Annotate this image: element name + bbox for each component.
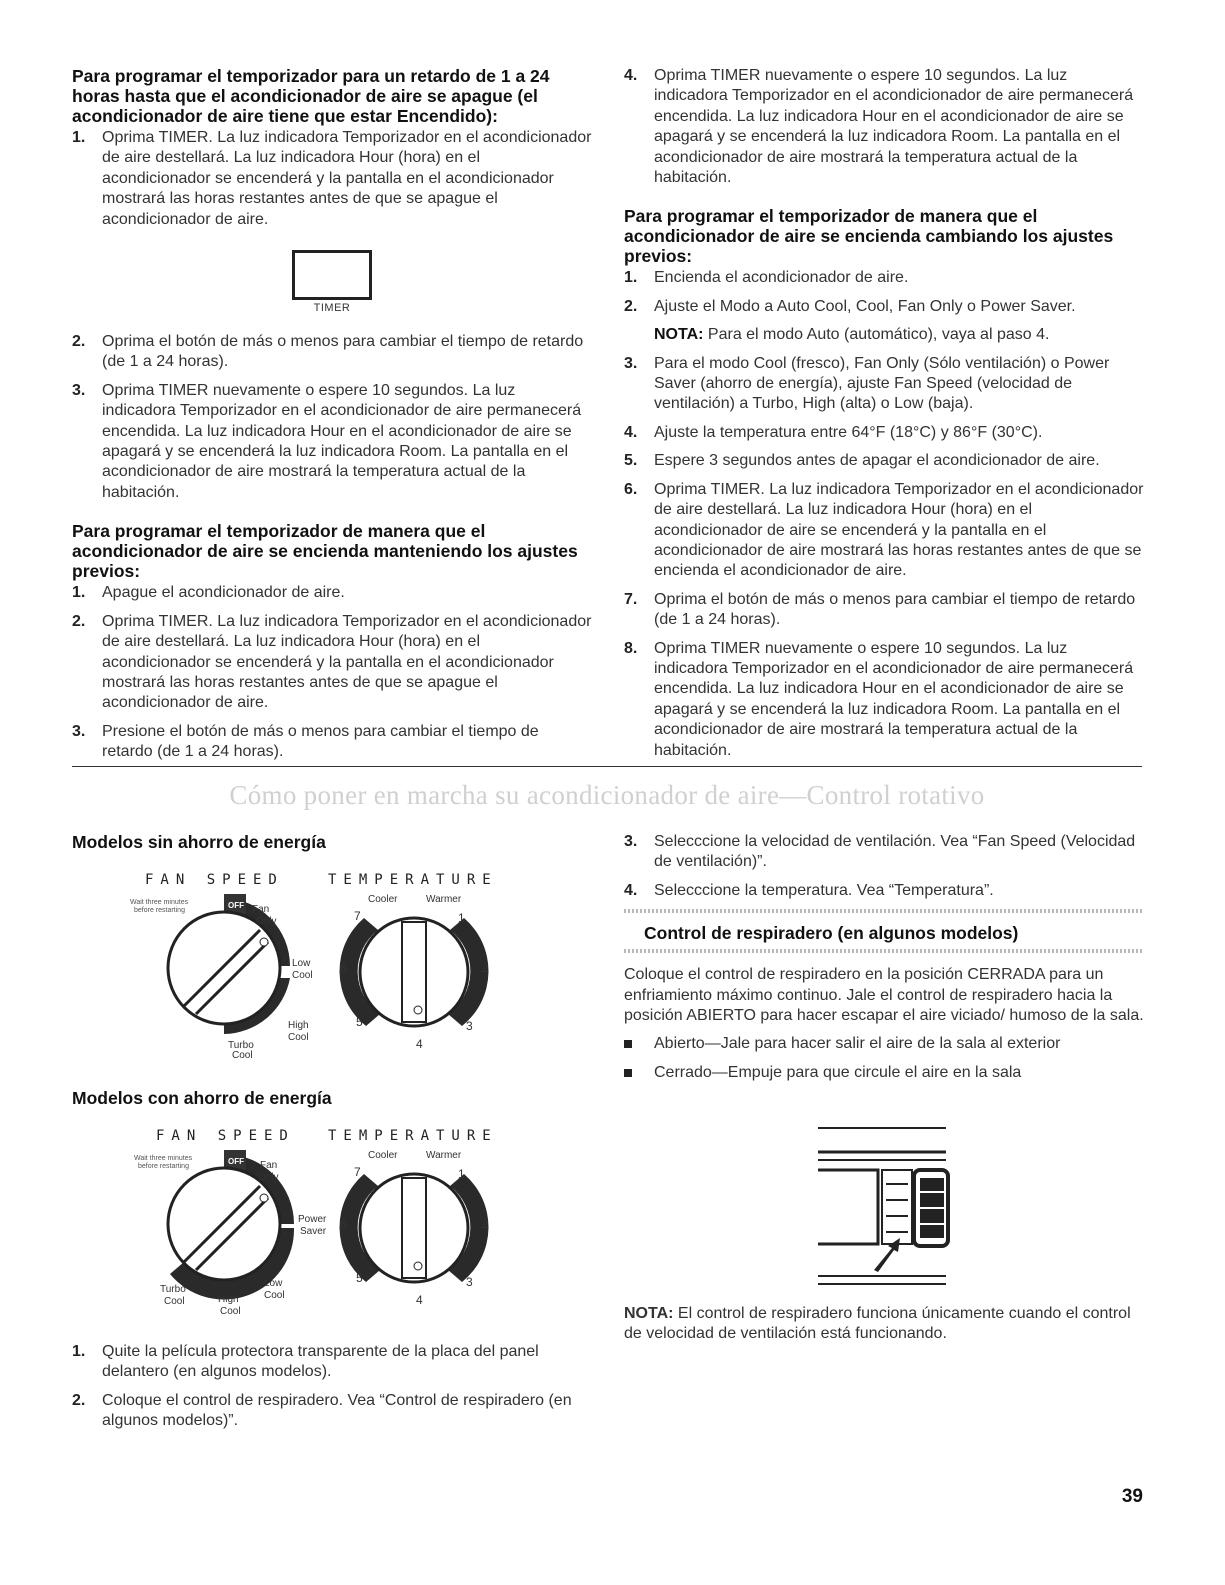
subheading-with-saver: Modelos con ahorro de energía: [72, 1088, 332, 1108]
step-item: [72, 583, 592, 603]
turbo-label: Turbo: [228, 1040, 254, 1051]
bottom-right-column: [624, 832, 1144, 1091]
step-item: [624, 881, 1144, 901]
step-number: 7.: [624, 590, 638, 608]
temp-tick: 5: [356, 1271, 363, 1285]
cool-label: Cool: [164, 1296, 185, 1307]
vent-note: [624, 1304, 1144, 1353]
temp-tick: 2: [482, 1217, 489, 1231]
step-number: 2.: [624, 297, 638, 315]
dial-figure-with-saver: [134, 1124, 540, 1317]
step-item: [624, 423, 1144, 443]
step-text: Oprima TIMER. La luz indicadora Temporizador en el acondicionador de aire destellará. La luz indicadora Hour (hora) en el acondicionador se encenderá y la pantalla en el acondicionador mostrará las horas restantes antes de que se apague el acondicionador de aire.: [102, 129, 592, 228]
dotted-rule: [624, 909, 1144, 913]
warmer-label: Warmer: [426, 1150, 462, 1161]
step-number: 2.: [72, 1391, 86, 1409]
fan-knob-dot: [260, 1194, 268, 1202]
note: [624, 325, 1144, 345]
right-column: [624, 66, 1144, 769]
temp-tick: 1: [458, 1167, 465, 1181]
step-text: Para el modo Cool (fresco), Fan Only (Sólo ventilación) o Power Saver (ahorro de energía), ajuste Fan Speed (velocidad de ventilación) a Turbo, High (alta) o Low (baja).: [654, 354, 1110, 413]
step-item: [72, 1342, 592, 1383]
power-label: Power: [298, 1214, 327, 1225]
fan-label: Fan: [252, 904, 270, 915]
temperature-knob-dot: [414, 1262, 422, 1270]
step-number: 2.: [72, 612, 86, 630]
temperature-knob-grip: [402, 922, 426, 1022]
timer-button-icon: [292, 250, 372, 300]
temp-tick: 6: [340, 1217, 347, 1231]
step-text: Quite la película protectora transparente de la placa del panel delantero (en algunos modelos).: [102, 1343, 539, 1381]
bullet-marker: [624, 1069, 632, 1077]
cooler-label: Cooler: [368, 1150, 398, 1161]
bullet-item: [624, 1034, 1144, 1054]
wait-label: before restarting: [134, 907, 185, 914]
step-text: Presione el botón de más o menos para cambiar el tiempo de retardo (de 1 a 24 horas).: [102, 722, 539, 761]
step-number: 4.: [624, 881, 638, 899]
step-item: [624, 832, 1144, 873]
note-text: Para el modo Auto (automático), vaya al paso 4.: [703, 326, 1050, 344]
step-text: Oprima TIMER. La luz indicadora Temporizador en el acondicionador de aire destellará. La luz indicadora Hour (hora) en el acondicionador se encenderá y la pantalla en el acondicionador mostrará las horas restantes antes de que se apague el acondicionador de aire.: [102, 612, 592, 712]
step-number: 5.: [624, 452, 638, 470]
step-item: [72, 381, 592, 503]
step-number: 1.: [624, 269, 638, 287]
cool-label: Cool: [288, 1032, 309, 1043]
step-number: 3.: [624, 354, 638, 372]
step-number: 3.: [624, 833, 638, 850]
off-label: OFF: [228, 901, 244, 910]
cool-label: Cool: [292, 970, 313, 981]
step-text: Coloque el control de respiradero. Vea “Control de respiradero (en algunos modelos)”.: [102, 1391, 572, 1430]
cooler-label: Cooler: [368, 894, 398, 905]
only-label: Only: [258, 1172, 279, 1183]
step-item: [624, 268, 1144, 288]
temp-tick: 3: [466, 1275, 473, 1289]
temp-tick: 4: [416, 1293, 423, 1307]
step-text: Selecccione la temperatura. Vea “Temperatura”.: [654, 881, 994, 899]
temperature-title: TEMPERATURE: [328, 1128, 498, 1144]
step-number: 1.: [72, 1343, 86, 1360]
step-text: Encienda el acondicionador de aire.: [654, 269, 909, 287]
step-item: [72, 128, 592, 230]
heading-timer-on-keep: Para programar el temporizador de manera que el acondicionador de aire se encienda manteniendo los ajustes previos:: [72, 521, 578, 582]
fan-knob-dot: [260, 938, 268, 946]
section-divider: [72, 766, 1142, 767]
dial-figure-no-saver: [130, 868, 540, 1061]
step-text: Oprima TIMER nuevamente o espere 10 segundos. La luz indicadora Temporizador en el acondicionador de aire permanecerá encendida. La luz indicadora Hour en el acondicionador de aire se apagará y se encenderá la luz indicadora Room. La pantalla en el acondicionador de aire mostrará la temperatura actual de la habitación.: [654, 67, 1134, 187]
vent-heading: Control de respiradero (en algunos modelos): [644, 923, 1019, 944]
step-text: Espere 3 segundos antes de apagar el acondicionador de aire.: [654, 452, 1100, 470]
step-number: 1.: [72, 129, 86, 146]
step-text: Apague el acondicionador de aire.: [102, 584, 345, 602]
temp-tick: 7: [354, 909, 361, 923]
high-label: High: [288, 1020, 309, 1031]
timer-figure: [72, 250, 592, 314]
step-text: Ajuste la temperatura entre 64°F (18°C) y 86°F (30°C).: [654, 423, 1043, 441]
step-item: [72, 332, 592, 373]
note-label: NOTA:: [654, 326, 704, 344]
vent-control-illustration: [814, 1122, 954, 1297]
bottom-left-steps: [72, 1342, 592, 1440]
off-label: OFF: [228, 1157, 244, 1166]
section-title: Cómo poner en marcha su acondicionador de aire—Control rotativo: [229, 780, 985, 810]
wait-label: Wait three minutes: [134, 1155, 193, 1162]
step-item: [624, 480, 1144, 582]
cool-label: Cool: [220, 1306, 241, 1317]
step-number: 3.: [72, 381, 86, 399]
heading-timer-off: Para programar el temporizador para un retardo de 1 a 24 horas hasta que el acondicionador de aire se apague (el acondicionador de aire tiene que estar Encendido):: [72, 66, 550, 126]
note: [624, 1304, 1144, 1345]
step-item: [72, 722, 592, 763]
step-number: 4.: [624, 423, 638, 441]
step-text: Selecccione la velocidad de ventilación. Vea “Fan Speed (Velocidad de ventilación)”.: [654, 833, 1136, 871]
bullet-item: [624, 1063, 1144, 1083]
low-label: Low: [264, 1278, 283, 1289]
step-number: 6.: [624, 480, 638, 498]
left-column: [72, 66, 592, 771]
temp-tick: 1: [458, 911, 465, 925]
temp-tick: 2: [482, 961, 489, 975]
cool-label: Cool: [264, 1290, 285, 1301]
heading-timer-on-change: Para programar el temporizador de manera que el acondicionador de aire se encienda cambiando los ajustes previos:: [624, 206, 1114, 267]
step-text: Oprima TIMER nuevamente o espere 10 segundos. La luz indicadora Temporizador en el acondicionador de aire permanecerá encendida. La luz indicadora Hour en el acondicionador de aire se apagará y se encenderá la luz indicadora Room. La pantalla en el acondicionador de aire mostrará la temperatura actual de la habitación.: [102, 381, 582, 501]
temp-tick: 7: [354, 1165, 361, 1179]
wait-label: before restarting: [138, 1163, 189, 1170]
only-label: Only: [256, 916, 277, 927]
temp-tick: 4: [416, 1037, 423, 1051]
dotted-rule: [624, 949, 1144, 953]
step-text: Oprima el botón de más o menos para cambiar el tiempo de retardo (de 1 a 24 horas).: [102, 333, 584, 371]
vent-paragraph: Coloque el control de respiradero en la posición CERRADA para un enfriamiento máximo continuo. Jale el control de respiradero hacia la posición ABIERTO para hacer escapar el aire viciado/ humoso de la sala.: [624, 966, 1144, 1025]
step-text: Ajuste el Modo a Auto Cool, Cool, Fan Only o Power Saver.: [654, 297, 1076, 315]
page-number: 39: [1121, 1486, 1143, 1507]
step-item: [624, 590, 1144, 631]
step-item: [624, 451, 1144, 471]
note-label: NOTA:: [624, 1305, 674, 1322]
wait-label: Wait three minutes: [130, 899, 189, 906]
step-text: Oprima el botón de más o menos para cambiar el tiempo de retardo (de 1 a 24 horas).: [654, 590, 1136, 629]
temp-tick: 5: [356, 1015, 363, 1029]
bullet-text: Cerrado—Empuje para que circule el aire en la sala: [654, 1063, 1022, 1081]
step-number: 2.: [72, 333, 86, 351]
subheading-no-saver: Modelos sin ahorro de energía: [72, 832, 326, 852]
low-label: Low: [292, 958, 311, 969]
fan-speed-title: FAN SPEED: [156, 1128, 295, 1144]
temperature-knob-grip: [402, 1178, 426, 1278]
temperature-title: TEMPERATURE: [328, 872, 498, 888]
temp-tick: 3: [466, 1019, 473, 1033]
timer-label: TIMER: [313, 302, 351, 315]
step-item: [624, 639, 1144, 761]
fan-speed-title: FAN SPEED: [145, 872, 284, 888]
temperature-knob-dot: [414, 1006, 422, 1014]
temp-tick: 6: [340, 961, 347, 975]
step-item: [624, 354, 1144, 415]
step-number: 8.: [624, 639, 638, 657]
step-number: 1.: [72, 584, 86, 602]
step-number: 3.: [72, 722, 86, 740]
bullet-marker: [624, 1040, 632, 1048]
control-dials-illustration: [130, 868, 540, 1061]
step-number: 4.: [624, 67, 638, 84]
note-text: El control de respiradero funciona únicamente cuando el control de velocidad de ventilación está funcionando.: [624, 1305, 1131, 1343]
step-text: Oprima TIMER. La luz indicadora Temporizador en el acondicionador de aire destellará. La luz indicadora Hour (hora) en el acondicionador de aire se encenderá y la pantalla en el acondicionador de aire mostrará las horas restantes antes de que se encienda el acondicionador de aire.: [654, 480, 1144, 580]
turbo-label: Turbo: [160, 1284, 186, 1295]
fan-label: Fan: [260, 1160, 278, 1171]
step-item: [72, 1391, 592, 1432]
high-label: High: [218, 1294, 239, 1305]
cool-label: Cool: [232, 1050, 253, 1061]
warmer-label: Warmer: [426, 894, 462, 905]
step-item: [624, 66, 1144, 188]
step-item: [624, 297, 1144, 317]
step-text: Oprima TIMER nuevamente o espere 10 segundos. La luz indicadora Temporizador en el acondicionador de aire permanecerá encendida. La luz indicadora Hour en el acondicionador de aire se apagará y se encenderá la luz indicadora Room. La pantalla en el acondicionador de aire mostrará la temperatura actual de la habitación.: [654, 639, 1134, 759]
bullet-text: Abierto—Jale para hacer salir el aire de la sala al exterior: [654, 1035, 1061, 1053]
saver-label: Saver: [300, 1226, 327, 1237]
step-item: [72, 612, 592, 714]
control-dials-illustration: [134, 1124, 540, 1317]
